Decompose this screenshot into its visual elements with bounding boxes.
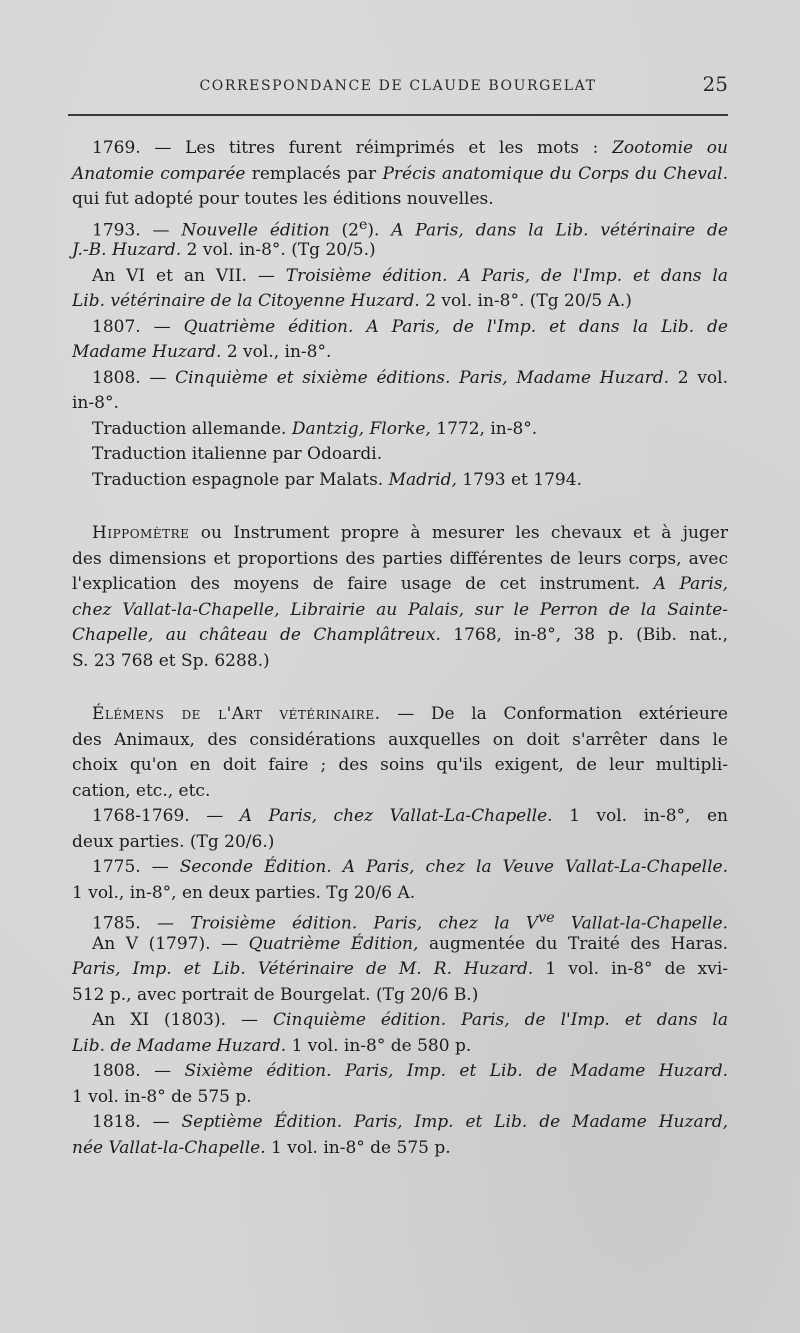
text-line: An V (1797). — Quatrième Édition, augmentée du Traité des Haras.: [92, 933, 728, 954]
text-line: 1 vol. in-8° de 575 p.: [72, 1086, 252, 1107]
text-line: Traduction espagnole par Malats. Madrid, 1793 et 1794.: [92, 469, 582, 490]
text-line: J.-B. Huzard. 2 vol. in-8°. (Tg 20/5.): [72, 240, 376, 260]
text-line: chez Vallat-la-Chapelle, Librairie au Palais, sur le Perron de la Sainte-: [72, 599, 728, 620]
text-line: 1 vol., in-8°, en deux parties. Tg 20/6 A.: [72, 882, 416, 903]
text-line: deux parties. (Tg 20/6.): [72, 831, 275, 852]
text-line: cation, etc., etc.: [72, 780, 211, 801]
text-line: An VI et an VII. — Troisième édition. A Paris, de l'Imp. et dans la: [92, 265, 728, 286]
text-line: Lib. de Madame Huzard. 1 vol. in-8° de 580 p.: [72, 1035, 472, 1056]
text-line: Chapelle, au château de Champlâtreux. 1768, in-8°, 38 p. (Bib. nat.,: [72, 625, 728, 645]
text-line: 1808. — Sixième édition. Paris, Imp. et Lib. de Madame Huzard.: [92, 1061, 728, 1081]
text-line: 1775. — Seconde Édition. A Paris, chez la Veuve Vallat-La-Chapelle.: [92, 857, 728, 877]
text-line: 1785. — Troisième édition. Paris, chez la $V^{ve}$ Vallat-la-Chapelle.: [92, 910, 728, 934]
running-title: CORRESPONDANCE DE CLAUDE BOURGELAT: [199, 78, 597, 94]
text-line: l'explication des moyens de faire usage de cet instrument. A Paris,: [72, 574, 728, 594]
text-line: qui fut adopté pour toutes les éditions nouvelles.: [72, 189, 494, 209]
text-line: Lib. vétérinaire de la Citoyenne Huzard. 2 vol. in-8°. (Tg 20/5 A.): [72, 291, 632, 311]
page-number: 25: [702, 72, 728, 96]
text-line: Traduction italienne par Odoardi.: [92, 444, 383, 464]
text-line: Paris, Imp. et Lib. Vétérinaire de M. R. Huzard. 1 vol. in-8° de xvi-: [72, 959, 728, 979]
text-line: 1793. — Nouvelle édition (2e). A Paris, dans la Lib. vétérinaire de: [92, 216, 728, 241]
text-line: 1769. — Les titres furent réimprimés et les mots : Zootomie ou: [92, 138, 728, 158]
text-line: An XI (1803). — Cinquième édition. Paris, de l'Imp. et dans la: [92, 1010, 729, 1030]
page-header: [68, 70, 728, 106]
text-line: 1768-1769. — A Paris, chez Vallat-La-Chapelle. 1 vol. in-8°, en: [92, 806, 728, 826]
text-line: in-8°.: [72, 393, 119, 413]
text-line: Traduction allemande. Dantzig, Florke, 1772, in-8°.: [92, 418, 538, 439]
text-line: des dimensions et proportions des parties différentes de leurs corps, avec: [72, 548, 728, 569]
text-line: Élémens de l'Art vétérinaire. — De la Conformation extérieure: [92, 704, 728, 724]
text-line: Anatomie comparée remplacés par Précis anatomique du Corps du Cheval.: [72, 163, 728, 184]
text-line: 1807. — Quatrième édition. A Paris, de l'Imp. et dans la Lib. de: [92, 316, 728, 337]
section-gap: [72, 674, 728, 702]
text-line: S. 23 768 et Sp. 6288.): [72, 650, 270, 671]
text-line: Madame Huzard. 2 vol., in-8°.: [72, 342, 332, 362]
body-text: [72, 136, 728, 1161]
text-line: 1808. — Cinquième et sixième éditions. Paris, Madame Huzard. 2 vol.: [92, 367, 728, 388]
text-line: née Vallat-la-Chapelle. 1 vol. in-8° de 575 p.: [72, 1137, 451, 1158]
text-line: choix qu'on en doit faire ; des soins qu'ils exigent, de leur multipli-: [72, 755, 728, 775]
section-gap: [72, 493, 728, 521]
text-line: Hippomètre ou Instrument propre à mesurer les chevaux et à juger: [92, 523, 728, 543]
header-rule: [68, 114, 728, 116]
text-line: des Animaux, des considérations auxquelles on doit s'arrêter dans le: [72, 729, 728, 750]
text-line: 1818. — Septième Édition. Paris, Imp. et Lib. de Madame Huzard,: [92, 1112, 728, 1132]
text-line: 512 p., avec portrait de Bourgelat. (Tg 20/6 B.): [72, 984, 479, 1005]
